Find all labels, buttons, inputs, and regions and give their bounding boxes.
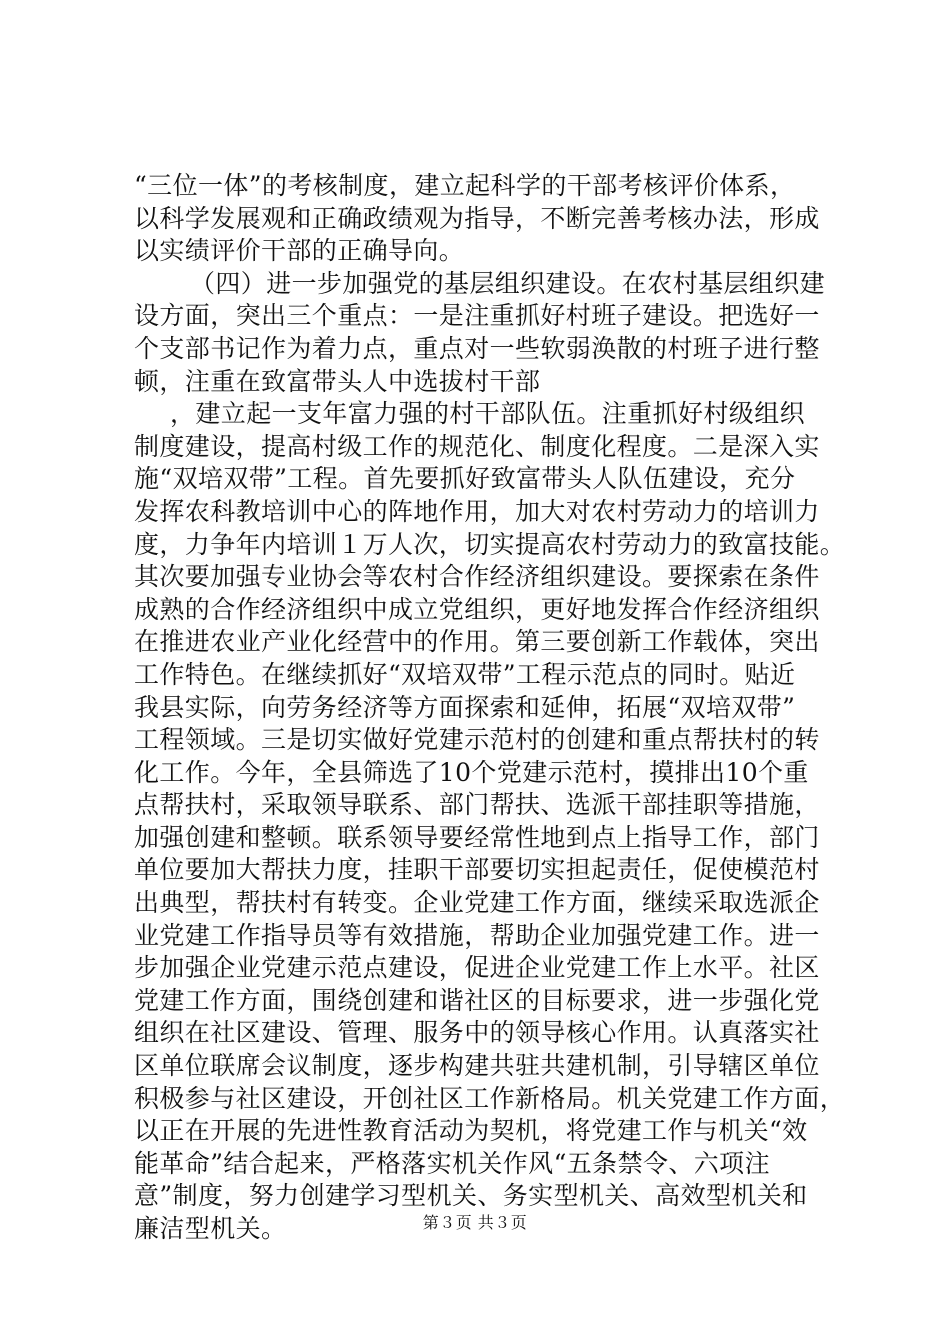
text-line: 单位要加大帮扶力度，挂职干部要切实担起责任，促使模范村 (134, 855, 820, 885)
text-line: 工程领域。三是切实做好党建示范村的创建和重点帮扶村的转 (134, 725, 820, 755)
text-line: “三位一体”的考核制度，建立起科学的干部考核评价体系， (134, 171, 796, 200)
text-line: 党建工作方面，围绕创建和谐社区的目标要求，进一步强化党 (134, 985, 820, 1015)
text-line: 制度建设，提高村级工作的规范化、制度化程度。二是深入实 (134, 431, 820, 461)
body-text (134, 170, 846, 1246)
text-line: 点帮扶村，采取领导联系、部门帮扶、选派干部挂职等措施， (134, 790, 820, 820)
text-line: ，建立起一支年富力强的村干部队伍。注重抓好村级组织 (170, 399, 806, 429)
text-line: 其次要加强专业协会等农村合作经济组织建设。要探索在条件 (134, 562, 820, 592)
text-line: 发挥农科教培训中心的阵地作用，加大对农村劳动力的培训力 (134, 496, 820, 526)
text-line: 以正在开展的先进性教育活动为契机，将党建工作与机关“效 (134, 1116, 808, 1146)
text-line: 组织在社区建设、管理、服务中的领导核心作用。认真落实社 (134, 1018, 820, 1048)
text-line: 工作特色。在继续抓好“双培双带”工程示范点的同时。贴近 (134, 659, 796, 689)
text-line: 以科学发展观和正确政绩观为指导，不断完善考核办法，形成 (134, 203, 820, 233)
text-line: 廉洁型机关。 (134, 1214, 287, 1243)
text-line: 意”制度，努力创建学习型机关、务实型机关、高效型机关和 (134, 1181, 808, 1211)
text-line: 顿，注重在致富带头人中选拔村干部 (134, 366, 541, 396)
text-line: 个支部书记作为着力点，重点对一些软弱涣散的村班子进行整 (134, 333, 820, 363)
text-line: 我县实际，向劳务经济等方面探索和延伸，拓展“双培双带” (134, 692, 796, 722)
text-line: 设方面，突出三个重点：一是注重抓好村班子建设。把选好一 (134, 301, 820, 331)
text-line: 施“双培双带”工程。首先要抓好致富带头人队伍建设，充分 (134, 464, 796, 494)
text-line: 出典型，帮扶村有转变。企业党建工作方面，继续采取选派企 (134, 888, 820, 918)
text-line: 加强创建和整顿。联系领导要经常性地到点上指导工作，部门 (134, 822, 820, 852)
text-line: 化工作。今年，全县筛选了10个党建示范村，摸排出10个重 (134, 757, 809, 787)
text-line: 在推进农业产业化经营中的作用。第三要创新工作载体，突出 (134, 627, 820, 657)
text-line: 能革命”结合起来，严格落实机关作风“五条禁令、六项注 (134, 1148, 770, 1178)
paragraph-start-line: （四）进一步加强党的基层组织建设。在农村基层组织建 (190, 268, 826, 298)
text-line: 步加强企业党建示范点建设，促进企业党建工作上水平。社区 (134, 953, 820, 983)
page-footer (0, 1213, 950, 1233)
page-number: 第３页 共３页 (422, 1213, 528, 1232)
text-line: 以实绩评价干部的正确导向。 (134, 236, 465, 266)
text-line: 成熟的合作经济组织中成立党组织，更好地发挥合作经济组织 (134, 594, 820, 624)
text-line: 业党建工作指导员等有效措施，帮助企业加强党建工作。进一 (134, 920, 820, 950)
text-line: 度，力争年内培训１万人次，切实提高农村劳动力的致富技能。 (134, 529, 846, 559)
text-line: 积极参与社区建设，开创社区工作新格局。机关党建工作方面， (134, 1083, 846, 1113)
text-line: 区单位联席会议制度，逐步构建共驻共建机制，引导辖区单位 (134, 1051, 820, 1081)
